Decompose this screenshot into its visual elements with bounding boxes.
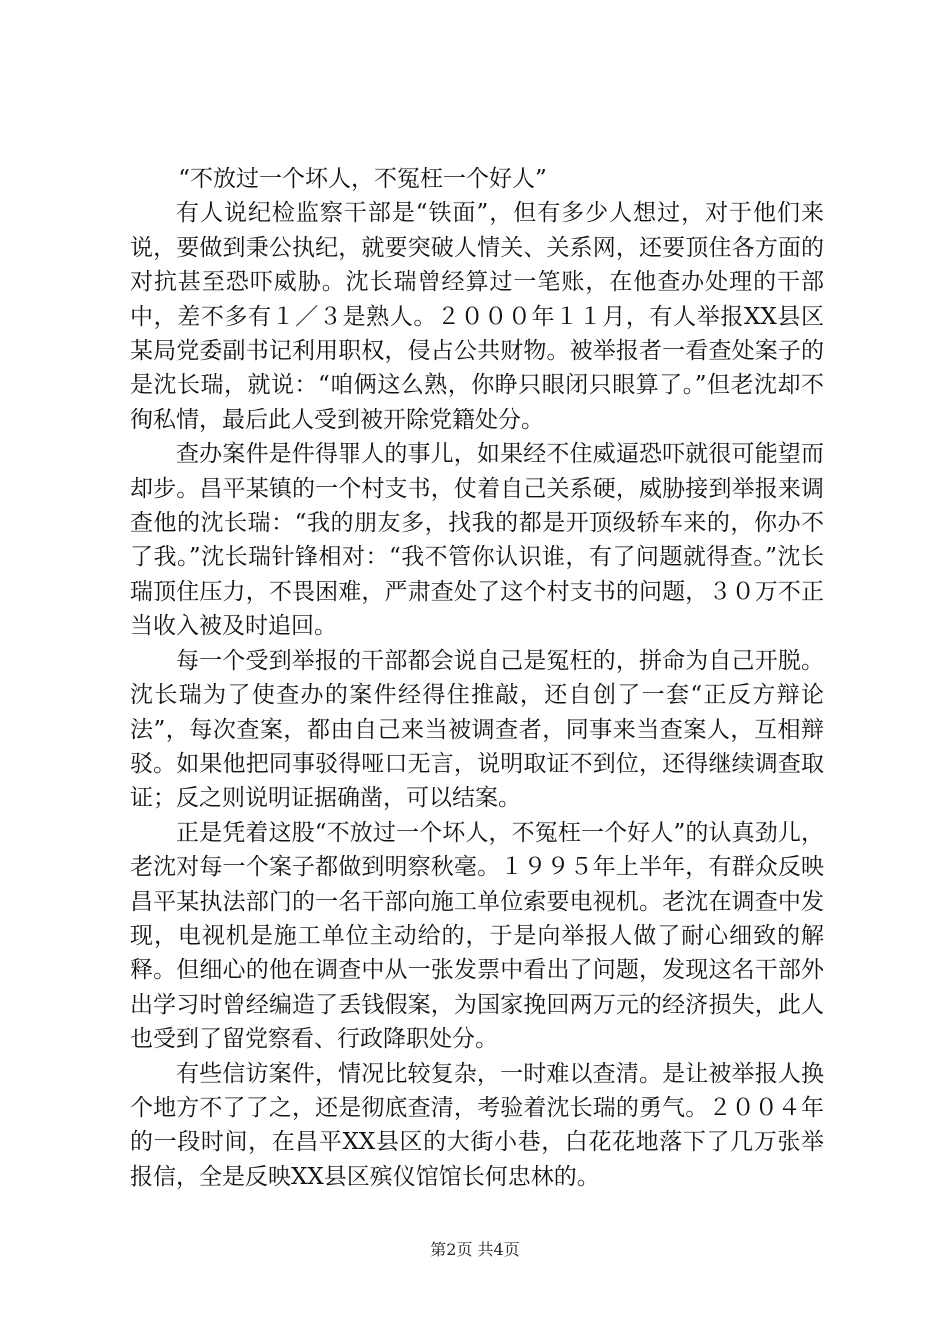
page-number-footer: 第2页 共4页 (430, 1240, 520, 1259)
paragraph-2: 查办案件是件得罪人的事儿，如果经不住威逼恐吓就很可能望而却步。昌平某镇的一个村支书，仗着自己关系硬，威胁接到举报来调查他的沈长瑞：“我的朋友多，找我的都是开顶级轿车来的，你办不了我。”沈长瑞针锋相对：“我不管你认识谁，有了问题就得查。”沈长瑞顶住压力，不畏困难，严肃查处了这个村支书的问题，３０万不正当收入被及时追回。 (130, 441, 824, 640)
section-heading: “不放过一个坏人，不冤枉一个好人” (178, 166, 547, 192)
article-body (130, 162, 824, 1194)
paragraph-4: 正是凭着这股“不放过一个坏人，不冤枉一个好人”的认真劲儿，老沈对每一个案子都做到明察秋毫。１９９５年上半年，有群众反映昌平某执法部门的一名干部向施工单位索要电视机。老沈在调查中发现，电视机是施工单位主动给的，于是向举报人做了耐心细致的解释。但细心的他在调查中从一张发票中看出了问题，发现这名干部外出学习时曾经编造了丢钱假案，为国家挽回两万元的经济损失，此人也受到了留党察看、行政降职处分。 (130, 819, 824, 1053)
paragraph-1: 有人说纪检监察干部是“铁面”，但有多少人想过，对于他们来说，要做到秉公执纪，就要突破人情关、关系网，还要顶住各方面的对抗甚至恐吓威胁。沈长瑞曾经算过一笔账，在他查办处理的干部中，差不多有１／３是熟人。２０００年１１月，有人举报XX县区某局党委副书记利用职权，侵占公共财物。被举报者一看查处案子的是沈长瑞，就说：“咱俩这么熟，你睁只眼闭只眼算了。”但老沈却不徇私情，最后此人受到被开除党籍处分。 (130, 200, 824, 433)
paragraph-3: 每一个受到举报的干部都会说自己是冤枉的，拼命为自己开脱。沈长瑞为了使查办的案件经得住推敲，还自创了一套“正反方辩论法”，每次查案，都由自己来当被调查者，同事来当查案人，互相辩驳。如果他把同事驳得哑口无言，说明取证不到位，还得继续调查取证；反之则说明证据确凿，可以结案。 (130, 647, 824, 812)
paragraph-5: 有些信访案件，情况比较复杂，一时难以查清。是让被举报人换个地方不了了之，还是彻底查清，考验着沈长瑞的勇气。２００４年的一段时间，在昌平XX县区的大街小巷，白花花地落下了几万张举报信，全是反映XX县区殡仪馆馆长何忠林的。 (130, 1060, 824, 1190)
